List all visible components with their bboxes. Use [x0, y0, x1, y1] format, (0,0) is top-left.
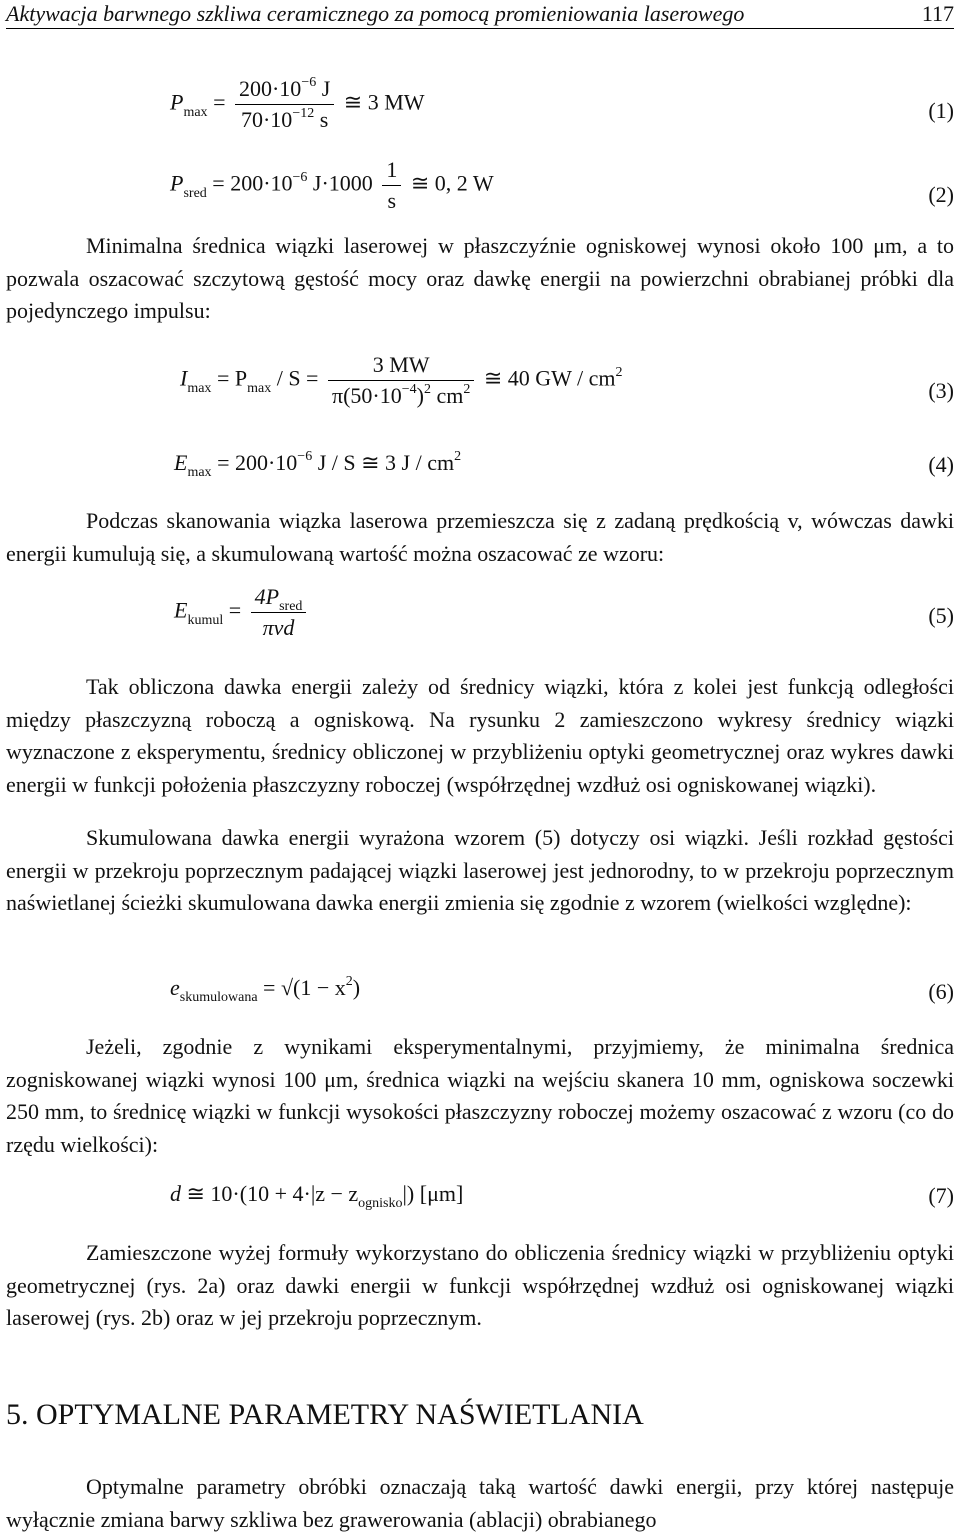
paragraph-4: Skumulowana dawka energii wyrażona wzorem (5) dotyczy osi wiązki. Jeśli rozkład gęstości energii w przekroju poprzecznym padającej wiązki laserowej jest jednorodny, to w przekroju poprzecznym naświetlanej ścieżki skumulowana dawka energii zmienia się zgodnie z wzorem (wielkości względne): — [6, 825, 954, 915]
equation-5-fraction: $\frac{4P_{sred}}{\text{πvd}}$ — [251, 584, 307, 641]
equation-3: $I_{max} = P_{max} / S$ = $\frac{3 MW}{\pi(50\cdot 10^{-4})^2 cm^2}$ ≅ 40 GW / $cm^2$ — [180, 352, 623, 408]
equation-7-number: (7) — [928, 1183, 954, 1208]
equation-6: $e_{skumulowana} = √(1 - x^2)$ — [170, 974, 361, 1005]
running-header — [6, 0, 954, 29]
page-number: 117 — [921, 1, 954, 26]
section-heading: 5. OPTYMALNE PARAMETRY NAŚWIETLANIA — [6, 1398, 644, 1431]
equation-4-number: (4) — [928, 452, 954, 477]
equation-2-fraction: $\frac{1}{s}$ — [382, 157, 401, 214]
equation-6-number: (6) — [928, 979, 954, 1004]
paragraph-2: Podczas skanowania wiązka laserowa przemieszcza się z zadaną prędkością v, wówczas dawki energii kumulują się, a skumulowaną wartość można oszacować ze wzoru: — [6, 508, 954, 566]
running-title: Aktywacja barwnego szkliwa ceramicznego za pomocą promieniowania laserowego — [6, 1, 745, 26]
equation-5: $E_{kumul}$ = $\frac{4P_{sred}}{\text{πvd}}$ — [174, 584, 310, 641]
paragraph-1: Minimalna średnica wiązki laserowej w płaszczyźnie ogniskowej wynosi około 100 μm, a to pozwala oszacować szczytową gęstość mocy oraz dawkę energii na powierzchni obrabianej próbki dla pojedynczego impulsu: — [6, 233, 954, 323]
paragraph-7: Optymalne parametry obróbki oznaczają taką wartość dawki energii, przy której następuje wyłącznie zmiana barwy szkliwa bez grawerowania (ablacji) obrabianego — [6, 1474, 954, 1532]
equation-4: $E_{max} = 200\cdot 10^{-6}$ J / S ≅ 3 J / $cm^2$ — [174, 449, 462, 480]
equation-7: d ≅ $10\cdot(10 + 4\cdot|z - z_{ognisko}|)$ [μm] — [170, 1181, 464, 1211]
equation-3-number: (3) — [928, 378, 954, 403]
equation-5-number: (5) — [928, 603, 954, 628]
equation-1: $P_{max}$ = $\frac{200\cdot 10^{-6} J}{70\cdot 10^{-12} s}$ ≅ 3 MW — [170, 75, 425, 132]
equation-1-fraction: $\frac{200\cdot 10^{-6} J}{70\cdot 10^{-12} s}$ — [235, 76, 334, 133]
equation-1-number: (1) — [928, 98, 954, 123]
paragraph-5: Jeżeli, zgodnie z wynikami eksperymentalnymi, przyjmiemy, że minimalna średnica zogniskowanej wiązki wynosi 100 μm, średnica wiązki na wejściu skanera 10 mm, ogniskowa soczewki 250 mm, to średnicę wiązki w funkcji wysokości płaszczyzny roboczej możemy oszacować z wzoru (co do rzędu wielkości): — [6, 1034, 954, 1157]
paragraph-6: Zamieszczone wyżej formuły wykorzystano do obliczenia średnicy wiązki w przybliżeniu optyki geometrycznej (rys. 2a) oraz dawki energii w funkcji współrzędnej wzdłuż osi ogniskowanej wiązki laserowej (rys. 2b) oraz w jej przekroju poprzecznym. — [6, 1240, 954, 1330]
equation-3-fraction: $\frac{3 MW}{\pi(50\cdot 10^{-4})^2 cm^2}$ — [328, 352, 474, 409]
paragraph-3: Tak obliczona dawka energii zależy od średnicy wiązki, która z kolei jest funkcją odległości między płaszczyzną roboczą a ogniskową. Na rysunku 2 zamieszczono wykresy średnicy wiązki wyznaczone z eksperymentu, średnicy obliczonej w przybliżeniu optyki geometrycznej oraz wykres dawki energii w funkcji położenia płaszczyzny roboczej (współrzędnej wzdłuż osi ogniskowanej wiązki). — [6, 674, 954, 797]
equation-2: $P_{sred} = 200\cdot 10^{-6}$ J·1000 $\frac{1}{s}$ ≅ 0, 2 W — [170, 157, 494, 213]
equation-2-number: (2) — [928, 182, 954, 207]
